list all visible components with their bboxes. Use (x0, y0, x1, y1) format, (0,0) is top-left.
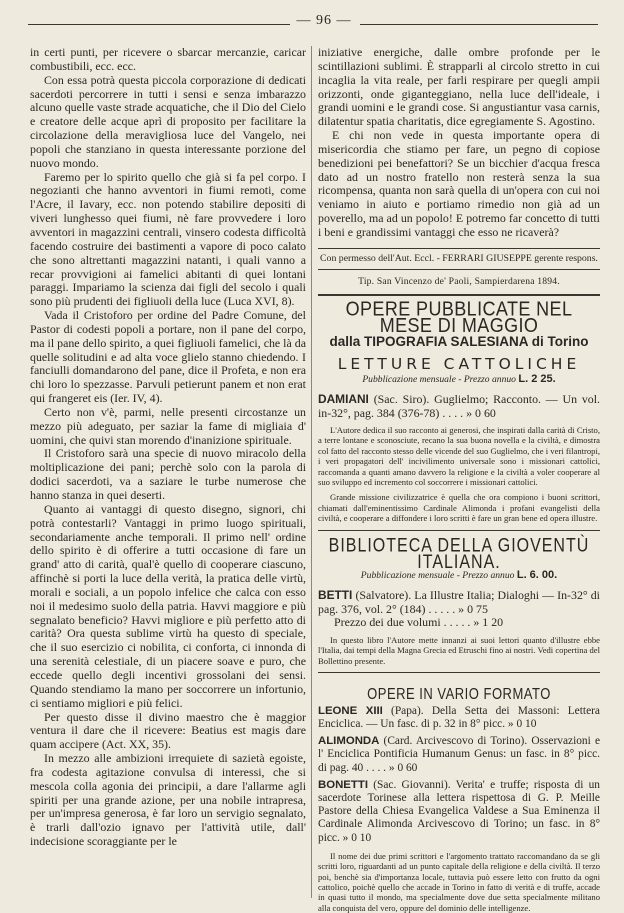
biblioteca-blurb: In questo libro l'Autore mette innanzi ai suoi lettori quanto d'illustre ebbe l'Italia, dai tempi della Magna Grecia ed Etruschi fino ai nostri. Vedi copertina del Bollettino presente. (318, 634, 600, 666)
paragraph: in certi punti, per ricevere o sbarcar mercanzie, caricar combustibili, ecc. ecc. (30, 45, 306, 73)
entry-author: ALIMONDA (318, 735, 380, 748)
entry-cost: 1 20 (482, 615, 504, 630)
letture-blurb-2: Grande missione civilizzatrice è quella che ora compiono i buoni scrittori, chiamati dall'eminentissimo Cardinale Alimonda i profani evangelisti della civiltà, e cooperare a diffondere i loro scritti è fare un gran bene ed opera illustre. (318, 492, 600, 524)
biblioteca-sub-text: Pubblicazione mensuale - Prezzo annuo (360, 570, 515, 582)
vario-entry (318, 779, 600, 845)
entry-author: LEONE XIII (318, 704, 383, 717)
letture-title: LETTURE CATTOLICHE (337, 355, 581, 374)
biblioteca-entry (318, 589, 600, 630)
opere-subtitle: dalla TIPOGRAFIA SALESIANA di Torino (329, 333, 589, 349)
entry-author: BETTI (318, 588, 353, 603)
letture-price: L. 2 25. (518, 373, 556, 386)
entry-author: DAMIANI (318, 392, 369, 407)
entry-dots: . . . . . » (443, 615, 480, 630)
paragraph: Per questo disse il divino maestro che è maggior ventura il dare che il ricevere: Beatius est magis dare quam accipere (Act. XX, 35). (30, 709, 306, 752)
entry-line2: Prezzo dei due volumi (334, 615, 441, 630)
header-rule-right (360, 24, 598, 25)
paragraph: Il Cristoforo sarà una specie di nuovo miracolo della moltiplicazione dei pani; perchè solo con la parola di dodici sacerdoti, va a saziare le turbe numerose che hanno stanza in quei deserti. (30, 446, 306, 502)
entry-dots: . . . . . » (428, 601, 465, 616)
entry-dots: . . . . » (442, 405, 473, 420)
vario-entry (318, 735, 600, 775)
divider (318, 530, 600, 531)
entry-cost: 0 60 (475, 405, 496, 420)
biblioteca-title: BIBLIOTECA DELLA GIOVENTÙ ITALIANA. (328, 535, 590, 573)
paragraph: iniziative energiche, dalle ombre profonde per le scintillazioni sublimi. È strapparli al circolo stretto in cui incaglia la vita reale, per farli respirare per quegli ampii orizzonti, onde giganteggiano, nella luce dell'ideale, i grandi uomini e le grandi cose. Si angustiantur vasa carnis, dilatentur spatia charitatis, dice egregiamente S. Agostino. (318, 45, 600, 129)
entry-title: (Papa). Della Setta dei Massoni: Lettera Enciclica. — Un fasc. di p. 32 in 8° picc. » (318, 704, 600, 730)
entry-cost: 0 75 (467, 601, 488, 616)
header-rule-left (28, 24, 290, 25)
paragraph: Quanto ai vantaggi di questo disegno, signori, chi potrà contestarli? Vantaggi in primo luogo spirituali, secondariamente anche temporali. Il primo nell' ordine dello spirito è di offerire a tutti occasione di fare un grand' atto di carità, qual'è quello di cooperare ciascuno, affinchè si porti la luce della verità, la pratica delle virtù, morali e sociali, a un popolo infelice che calca con esso noi il medesimo suolo della patria. Havvi maggiore e più segnalato beneficio? Havvi migliore e più perfetto atto di carità? Ora questa sublime virtù ha questo di speciale, che il suo esercizio ci nobilita, ci conforta, ci innonda di una serenità celestiale, di un piacere soave e puro, che eccede quello degli incentivi grossolani dei sensi. Quando stendiamo la mano per soccorrere un infortunio, ci sentiamo migliori e più felici. (30, 501, 306, 710)
paragraph: In mezzo alle ambizioni irrequiete di sazietà egoiste, fra codesta agitazione convulsa di interessi, che si mescola colla agonia dei principii, a dare l'allarme agli spiriti per una grande azione, per una nobile intrapresa, per un'impresa generosa, è far loro un servigio segnalato, è trarli dall'ozio ignavo per l'attività utile, dall' indecisione scoraggiante per le (30, 751, 306, 849)
divider (318, 269, 600, 270)
letture-sub-text: Pubblicazione mensuale - Prezzo annuo (362, 374, 516, 386)
vario-entry (318, 705, 600, 731)
entry-title: (Sac. Siro). Guglielmo; Racconto. — Un vol. in-32°, pag. 384 (376-78) (318, 392, 600, 420)
paragraph: Certo non v'è, parmi, nelle presenti circostanze un mezzo più adeguato, per saziar la fame di migliaia d' uomini, che quivi stan morendo d'inanizione spirituale. (30, 404, 306, 447)
tipografia-line: Tip. San Vincenzo de' Paoli, Sampierdarena 1894. (358, 275, 560, 287)
opere-title: OPERE PUBBLICATE NEL MESE DI MAGGIO (345, 297, 573, 337)
permesso-line: Con permesso dell'Aut. Eccl. - FERRARI GIUSEPPE gerente respons. (320, 252, 598, 264)
entry-title: (Card. Arcivescovo di Torino). Osservazioni e l' Enciclica Pontificia Humanum Genus: un fasc. in 8° picc. di pag. 40 . . . . » (318, 735, 600, 774)
entry-title: (Salvatore). La Illustre Italia; Dialoghi — In-32° di pag. 376, vol. 2° (184) (318, 588, 600, 616)
entry-cost: 0 10 (351, 831, 372, 844)
column-divider (311, 46, 312, 898)
page-number: — 96 — (296, 13, 352, 28)
divider (318, 248, 600, 249)
paragraph: Vada il Cristoforo per ordine del Padre Comune, del Pastor di codesti popoli a portare, non il pane del corpo, ma il pane dello spirito, a quei figliuoli famelici, che là da quelle solitudini e ad alta voce glielo stanno chiedendo. I fanciulli domandarono del pane, dice il Profeta, e non era chi loro lo spezzasse. Parvuli petierunt panem et non erat qui frangeret eis (Ier. IV, 4). (30, 308, 306, 406)
paragraph: Con essa potrà questa piccola corporazione di dedicati sacerdoti percorrere in tutti i sensi e senza imbarazzo alcuno quelle vaste strade acquatiche, che il Dio del Cielo e creatore delle acque aprì di proposito per facilitare la circolazione della meravigliosa luce del Vangelo, nei popoli che stanziano in questa interessante porzione del nuovo mondo. (30, 72, 306, 170)
left-column (30, 46, 306, 849)
page-header (20, 8, 604, 36)
entry-title: (Sac. Giovanni). Verita' e truffe; risposta di un sacerdote Torinese alla lettera rispettosa di G. P. Meille Pastore della Chiesa Evangelica Valdese a Sua Eminenza il Cardinale Alimonda Arcivescovo di Torino; un fasc. in 8° picc. » (318, 778, 600, 844)
biblioteca-price: L. 6. 00. (516, 569, 558, 582)
divider (318, 294, 600, 296)
vario-blurb: Il nome dei due primi scrittori e l'argomento trattato raccomandano da se gli scritti loro, riguardanti ad un punto capitale della religione e della civiltà. Il terzo poi, benchè sia d'importanza locale, tuttavia può essere letto con frutto da ogni cattolico, poichè quello che accade in Torino in fatto di verità e di truffe, accade in quasi tutto il mondo, ma specialmente dove due setta specialmente militano alla conquista del vero, oppure del dominio delle intelligenze. (318, 850, 600, 913)
paragraph: E chi non vede in questa importante opera di misericordia che stiamo per fare, un pegno di copiose benedizioni pei benefattori? Se un bicchier d'acqua fresca dato ad un nostro fratello non resterà senza la sua ricompensa, quanta non sarà quella di un'opera con cui noi veniamo in aiuto e portiamo rimedio non già ad un poverello, ma ad un popolo! E potremo far concetto di tutti i beni e grandissimi vantaggi che esso ne ricaverà? (318, 128, 600, 239)
vario-title: OPERE IN VARIO FORMATO (367, 684, 551, 703)
letture-entry (318, 393, 600, 420)
right-column (318, 46, 600, 913)
divider (318, 672, 600, 673)
entry-cost: 0 60 (397, 761, 418, 774)
entry-cost: 0 10 (516, 717, 537, 730)
letture-sub (318, 373, 600, 387)
paragraph: Faremo per lo spirito quello che già si fa pel corpo. I negozianti che hanno avventori in fiumi remoti, come l'Acre, il Iavary, ecc. non potendo stabilire depositi di viveri lunghesso quei fiumi, nè fare provvedere i loro avventori in magazzini centrali, vinsero codesta difficoltà facendo costruire dei bastimenti a vapore di poco calato che sono altrettanti magazzini natanti, i quali vanno a recar provvigioni ai famelici abitanti di quei lontani paraggi. Impariamo la scienza dai figli del secolo i quali sono più prudenti dei figliuoli della luce (Luca XVI, 8). (30, 169, 306, 309)
letture-blurb: L'Autore dedica il suo racconto ai generosi, che inspirati dalla carità di Cristo, a terre lontane e sconosciute, recano la sua buona novella e la civiltà, e dimostra col fatto del racconto stesso delle vicende del suo Guglielmo, che i veri filantropi, i veri propagatori dell' incivilimento universale sono i missionari cattolici, raccomanda a quanti amano davvero la religione e la civiltà a voler cooperare al suo sviluppo ed incremento col soccorrere i missionari cattolici. (318, 425, 600, 488)
entry-author: BONETTI (318, 778, 368, 791)
